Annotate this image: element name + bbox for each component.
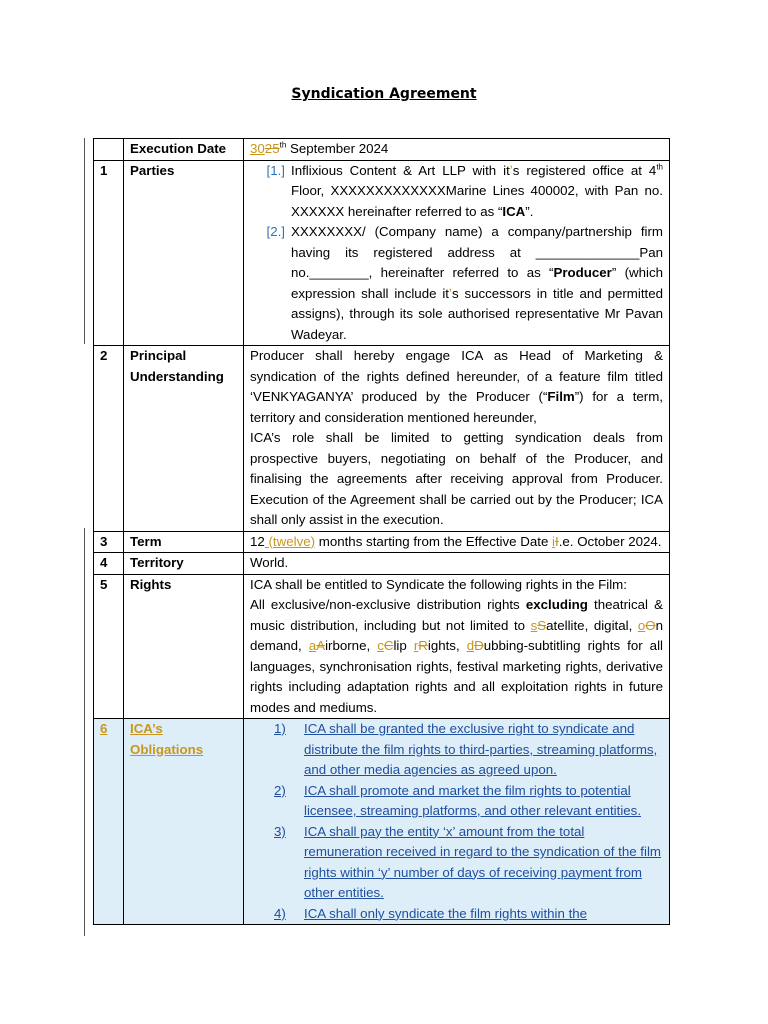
change-bar bbox=[84, 138, 85, 160]
list-item-text: Inflixious Content & Art LLP with itʼs registered office at 4th Floor, XXXXXXXXXXXXXMarine Lines 400002, with Pan no. XXXXXX hereinafter referred to as “ICA”. bbox=[291, 162, 663, 219]
list-item-text: ICA shall only syndicate the film rights within the bbox=[304, 905, 588, 921]
tracked-insertion: 30 bbox=[250, 141, 265, 156]
list-item bbox=[250, 161, 663, 223]
row-label: Parties bbox=[124, 160, 244, 346]
change-bar bbox=[84, 528, 85, 570]
date-suffix: th bbox=[279, 140, 287, 150]
tracked-insertion-mark: ʼ bbox=[448, 285, 452, 301]
tracked-insertion-mark: ʼ bbox=[509, 162, 513, 178]
row-number: 2 bbox=[94, 346, 124, 532]
list-marker: [1.] bbox=[266, 162, 285, 178]
row-number: 6 bbox=[94, 719, 124, 925]
row-number: 4 bbox=[94, 553, 124, 575]
list-item bbox=[250, 822, 663, 904]
table-row bbox=[94, 531, 670, 553]
document-title: Syndication Agreement bbox=[291, 86, 477, 102]
agreement-table bbox=[93, 138, 670, 925]
row-number bbox=[94, 139, 124, 161]
change-bar bbox=[84, 734, 85, 936]
list-item bbox=[250, 222, 663, 345]
change-bar bbox=[84, 590, 85, 734]
principal-value bbox=[244, 346, 670, 532]
list-marker: [2.] bbox=[266, 224, 285, 239]
list-item-text: ICA shall promote and market the film rights to potential licensee, streaming platforms, and other relevant entities. bbox=[304, 782, 642, 818]
list-item bbox=[250, 904, 663, 925]
obligations-value bbox=[244, 719, 670, 925]
change-bar bbox=[84, 570, 85, 590]
change-bar bbox=[84, 160, 85, 344]
row-label: Term bbox=[124, 531, 244, 553]
row-number: 3 bbox=[94, 531, 124, 553]
row-label: Execution Date bbox=[124, 139, 244, 161]
table-row bbox=[94, 139, 670, 161]
table-row bbox=[94, 553, 670, 575]
row-number: 5 bbox=[94, 574, 124, 719]
tracked-insertion: (twelve) bbox=[264, 533, 316, 549]
list-item-text: ICA shall be granted the exclusive right to syndicate and distribute the film rights to third-parties, streaming platforms, and other media agencies as agreed upon. bbox=[304, 721, 658, 777]
paragraph: ICA shall be entitled to Syndicate the following rights in the Film: bbox=[250, 576, 627, 592]
paragraph: All exclusive/non-exclusive distribution rights excluding theatrical & music distribution, including but not limited to sSatellite, digital, oOn demand, aAirborne, cClip rRights, dDubbing-subtitling rights for all languages, synchronisation rights, festival marketing rights, derivative rights including adaptation rights and all exploitation rights in future modes and mediums. bbox=[250, 597, 663, 715]
execution-date-value bbox=[244, 139, 670, 161]
row-label: Territory bbox=[124, 553, 244, 575]
table-row bbox=[94, 574, 670, 719]
list-marker: 1) bbox=[274, 721, 286, 736]
territory-value: World. bbox=[244, 553, 670, 575]
date-text: September 2024 bbox=[286, 141, 389, 156]
row-label: ICA’s Obligations bbox=[124, 719, 244, 925]
list-marker: 2) bbox=[274, 782, 286, 798]
paragraph: Producer shall hereby engage ICA as Head of Marketing & syndication of the rights defined hereunder, of a feature film titled ‘VENKYAGANYA’ produced by the Producer (“Film”) for a term, territory and consideration mentioned hereunder, bbox=[250, 348, 664, 425]
list-marker: 3) bbox=[274, 823, 286, 839]
row-number: 1 bbox=[94, 160, 124, 346]
table-row bbox=[94, 719, 670, 925]
tracked-deletion: 25 bbox=[264, 141, 280, 156]
list-item bbox=[250, 781, 663, 822]
rights-value bbox=[244, 574, 670, 719]
paragraph: ICA’s role shall be limited to getting syndication deals from prospective buyers, negotiating on behalf of the Producer, and finalising the agreements after receiving approval from Producer. Execution of the Agreement shall be carried out by the Producer; ICA shall only assist in the execution. bbox=[250, 430, 663, 527]
term-value: 12 (twelve) months starting from the Effective Date iI.e. October 2024. bbox=[244, 531, 670, 553]
tracked-deletion: I bbox=[555, 533, 559, 549]
list-marker: 4) bbox=[274, 905, 286, 921]
table-row bbox=[94, 346, 670, 532]
row-label: Principal Understanding bbox=[124, 346, 244, 532]
list-item-text: ICA shall pay the entity ‘x’ amount from the total remuneration received in regard to the syndication of the film rights within ‘y’ number of days of receiving payment from other entities. bbox=[304, 823, 661, 900]
parties-value bbox=[244, 160, 670, 346]
tracked-insertion: i bbox=[552, 533, 556, 549]
row-label: Rights bbox=[124, 574, 244, 719]
list-item bbox=[250, 719, 663, 781]
list-item-text: XXXXXXXX/ (Company name) a company/partnership firm having its registered address at ______________Pan no.________, hereinafter referred to as “Producer” (which expression shall include itʼs successors in title and permitted assigns), through its sole authorised representative Mr Pavan Wadeyar. bbox=[291, 224, 663, 342]
table-row bbox=[94, 160, 670, 346]
